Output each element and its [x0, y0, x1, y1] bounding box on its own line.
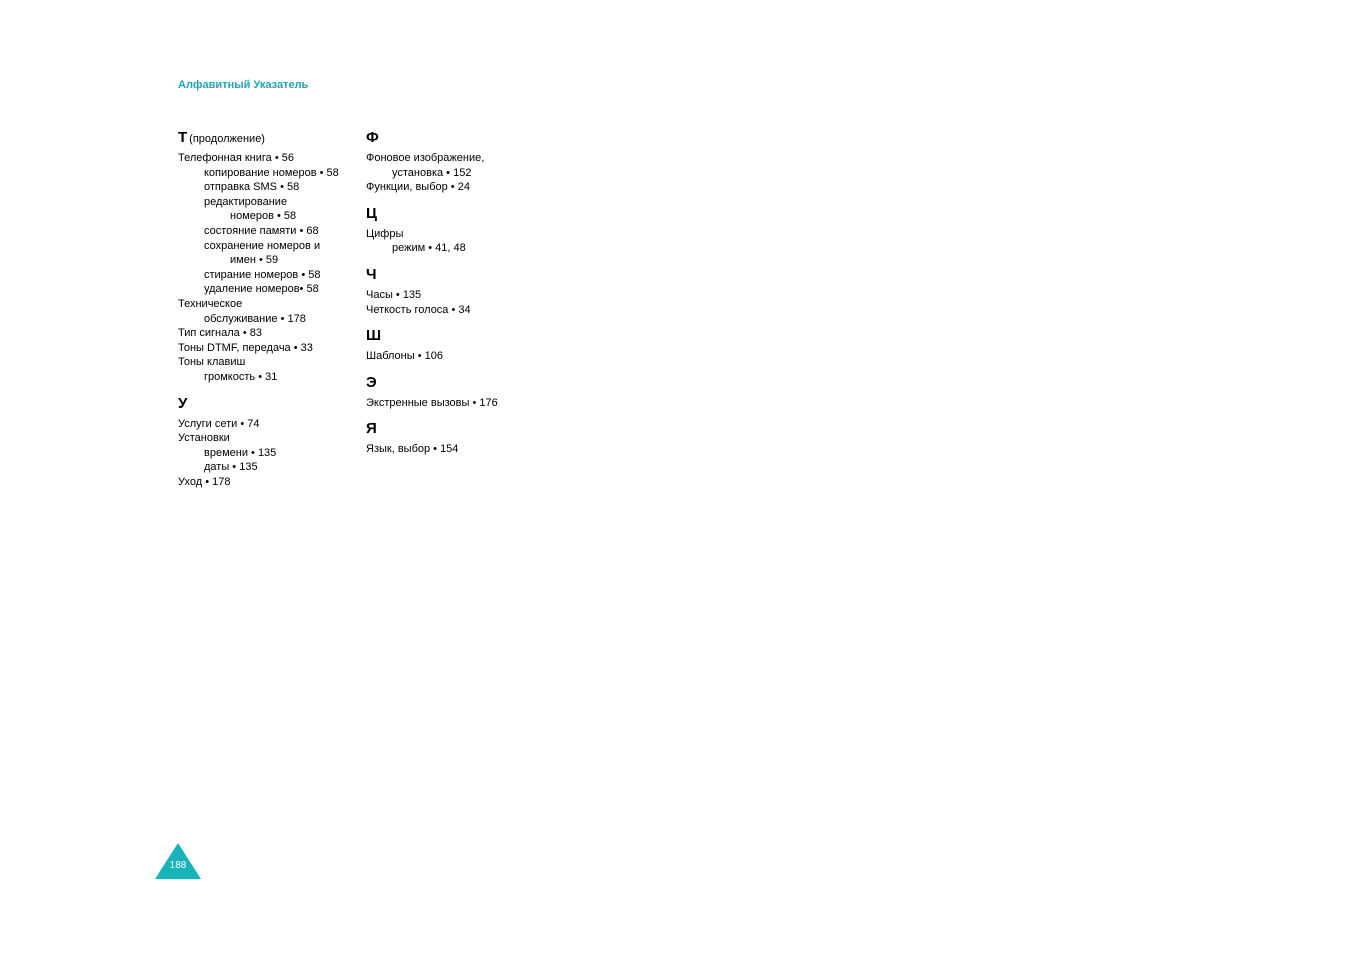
index-column-left	[178, 128, 368, 489]
section-heading	[366, 128, 556, 148]
index-section	[366, 128, 556, 195]
section-letter: Ф	[366, 129, 379, 146]
index-entry: громкость • 31	[204, 370, 278, 383]
index-entry: Фоновое изображение,	[366, 152, 485, 164]
section-letter: Т	[178, 129, 188, 146]
index-column-right	[366, 128, 556, 457]
index-entry: Функции, выбор • 24	[366, 181, 470, 194]
page-number-badge	[155, 843, 201, 879]
index-section	[366, 326, 556, 364]
section-heading	[366, 373, 556, 393]
index-entry: установка • 152	[392, 166, 472, 179]
index-entry: обслуживание • 178	[204, 312, 306, 325]
index-entry: отправка SMS • 58	[204, 181, 300, 194]
index-entry: Язык, выбор • 154	[366, 443, 459, 456]
running-header-title: Алфавитный Указатель	[178, 79, 309, 91]
index-entry: Тоны клавиш	[178, 356, 246, 369]
index-section	[366, 204, 556, 256]
index-entry: Четкость голоса • 34	[366, 303, 471, 316]
index-entry: имен • 59	[230, 254, 279, 267]
section-heading	[366, 326, 556, 346]
index-entry: Шаблоны • 106	[366, 350, 443, 363]
section-letter: У	[178, 394, 188, 412]
index-section	[366, 265, 556, 317]
index-entry: даты • 135	[204, 461, 258, 474]
index-entry: Уход • 178	[178, 475, 231, 488]
section-letter: Ш	[366, 327, 382, 345]
page-number: 188	[169, 860, 187, 871]
section-letter: Ч	[366, 265, 377, 283]
index-entry: состояние памяти • 68	[204, 224, 319, 237]
section-letter: Я	[366, 420, 377, 438]
index-entry: Тип сигнала • 83	[178, 327, 262, 340]
section-letter: Ц	[366, 204, 377, 222]
index-section	[178, 394, 368, 490]
index-entry: номеров • 58	[230, 210, 297, 223]
index-entry: Техническое	[178, 297, 243, 310]
section-heading	[178, 128, 368, 148]
index-entry: Тоны DTMF, передача • 33	[178, 341, 313, 354]
index-section	[366, 373, 556, 411]
index-entry: Экстренные вызовы • 176	[366, 396, 498, 409]
index-entry: сохранение номеров и	[204, 239, 321, 252]
index-entry: Услуги сети • 74	[178, 417, 260, 430]
index-entry: Телефонная книга • 56	[178, 152, 294, 164]
index-section	[178, 128, 368, 385]
section-heading	[366, 204, 556, 224]
section-heading	[366, 419, 556, 439]
index-entry: режим • 41, 48	[392, 242, 466, 255]
index-entry: удаление номеров• 58	[204, 283, 319, 296]
section-heading	[366, 265, 556, 285]
section-letter: Э	[366, 373, 377, 391]
index-entry: стирание номеров • 58	[204, 268, 321, 281]
index-entry: Часы • 135	[366, 288, 422, 301]
index-entry: Цифры	[366, 227, 404, 240]
section-continued-note: (продолжение)	[189, 133, 265, 145]
index-entry: редактирование	[204, 195, 288, 208]
index-entry: времени • 135	[204, 446, 277, 459]
index-section	[366, 419, 556, 457]
index-entry: Установки	[178, 432, 230, 445]
index-entry: копирование номеров • 58	[204, 166, 339, 179]
section-heading	[178, 394, 368, 414]
